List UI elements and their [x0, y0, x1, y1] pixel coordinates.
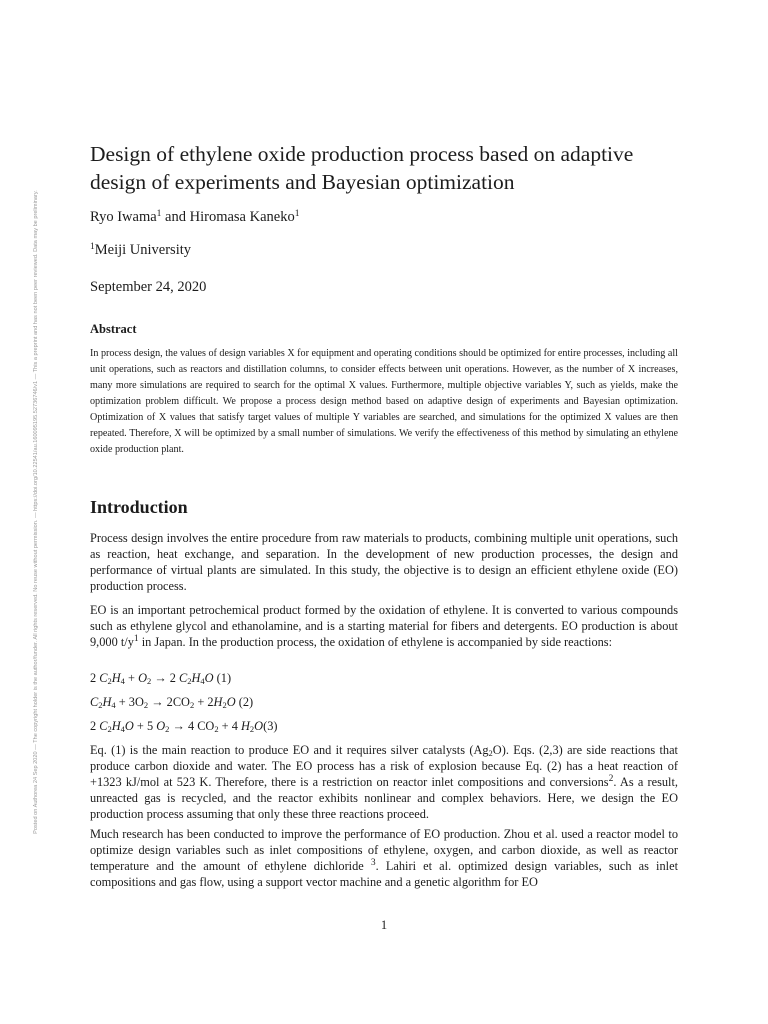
author-name: Hiromasa Kaneko — [189, 209, 295, 225]
affiliation-marker: 1 — [156, 209, 162, 219]
intro-paragraph-2: EO is an important petrochemical product formed by the oxidation of ethylene. It is converted to various compounds such as ethylene glycol and ethanolamine, and is a starting material for fibers and detergents. EO production is about 9,000 $t/y^1$ in Japan. In the production process, the oxidation of ethylene is accompanied by side reactions: — [90, 603, 678, 650]
author-name: Ryo Iwama — [90, 209, 157, 225]
footnote-ref: 2 — [608, 774, 614, 785]
footnote-ref: 3 — [370, 858, 376, 869]
intro-paragraph-1: Process design involves the entire procedure from raw materials to products, combining multiple unit operations, such as reaction, heat exchange, and separation. In the development of new production processes, the design and performance of virtual plants are simulated. In this study, the objective is to design an efficient ethylene oxide (EO) production process. — [90, 531, 678, 594]
page-number: 1 — [380, 918, 388, 932]
equation-2: $C_2H_4 + 3O_2 \to 2CO_2 + 2H_2O$ (2) — [90, 695, 254, 710]
footnote-ref: 1 — [133, 634, 139, 645]
author-line — [90, 209, 299, 226]
abstract-heading: Abstract — [90, 322, 137, 336]
publication-date: September 24, 2020 — [90, 279, 207, 295]
abstract-text: In process design, the values of design variables X for equipment and operating conditions should be optimized for entire processes, including all unit operations, such as reactors and distillation columns, to consider effects between unit operations. However, as the number of X increases, many more simulations are required to search for the optimal X values. Furthermore, multiple objective variables Y, such as yields, make the optimization problem difficult. We propose a process design method based on adaptive design of experiments and Bayesian optimization. Optimization of X values that satisfy target values of multiple Y variables are searched, and simulations for the optimized X values are then repeated. Therefore, X will be optimized by a small number of simulations. We verify the effectiveness of this method by simulating an ethylene oxide production plant. — [90, 348, 678, 455]
preprint-side-stamp: Posted on Authorea 24 Sep 2020 — The copyright holder is the author/funder. All rights reserved. No reuse without permission. — https://doi.org/10.22541/au.160095195.52736746/v1 — This a preprint and has not been peer reviewed. Data may be preliminary. — [33, 190, 39, 834]
affiliation-marker: 1 — [90, 242, 95, 252]
affiliation-marker: 1 — [294, 209, 300, 219]
equation-1: 2 $C_2H_4 + O_2 \to 2$ $C_2H_4O$ (1) — [90, 671, 232, 686]
equation-3: 2 $C_2H_4O + 5$ $O_2 \to 4$ $CO_2 + 4$ $H_2O(3)$ — [90, 719, 278, 734]
intro-paragraph-3: Eq. (1) is the main reaction to produce EO and it requires silver catalysts $(Ag_2O)$. Eqs. (2,3) are side reactions that produce carbon dioxide and water. The EO process has a risk of explosion because Eq. (2) has a heat reaction of +1323 kJ/mol at 523 K. Therefore, there is a restriction on reactor inlet compositions and conversions$^2$. As a result, unreacted gas is recycled, and the reactor exhibits nonlinear and complex behaviors. Here, we design the EO production process assuming that only these three reactions proceed. — [90, 743, 678, 822]
introduction-heading: Introduction — [90, 497, 188, 517]
affiliation-name: Meiji University — [94, 242, 192, 258]
paper-title: Design of ethylene oxide production process based on adaptive design of experiments and Bayesian optimization — [90, 142, 634, 194]
affiliation — [90, 242, 191, 259]
author-conjunction: and — [161, 209, 190, 225]
intro-paragraph-4: Much research has been conducted to improve the performance of EO production. Zhou et al. used a reactor model to optimize design variables such as inlet compositions of ethylene, oxygen, and carbon dioxide, as well as reactor temperature and the amount of ethylene dichloride $^3$. Lahiri et al. optimized design variables, such as inlet compositions and gas flow, using a support vector machine and a genetic algorithm for EO — [90, 827, 679, 890]
